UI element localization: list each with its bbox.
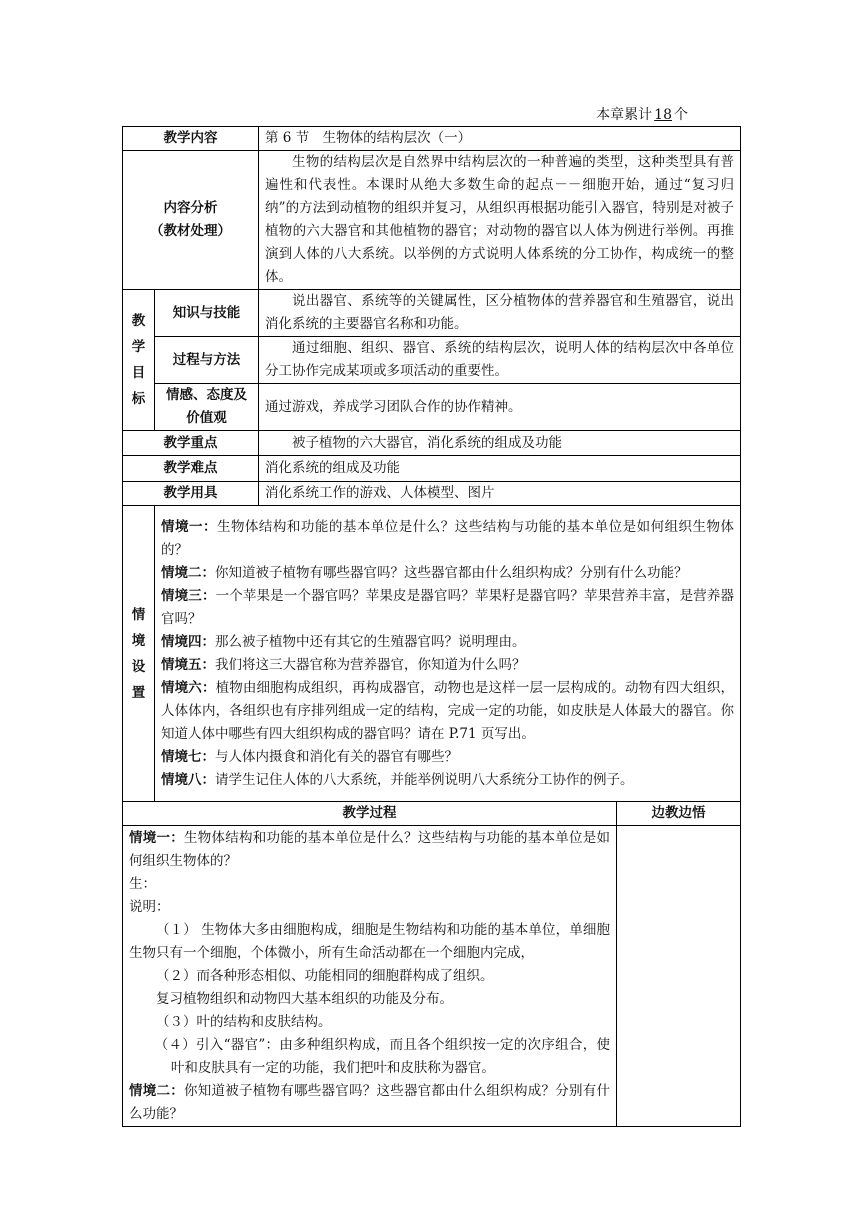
goals-label-char: 学 [131, 339, 146, 355]
difficulty-label: 教学难点 [123, 456, 259, 482]
emotion-label [155, 384, 259, 431]
goals-label-char: 教 [131, 313, 146, 329]
situations-label-char: 置 [131, 684, 146, 701]
situation-text: 请学生记住人体的八大系统，并能举例说明八大系统分工协作的例子。 [215, 771, 634, 788]
chapter-count-suffix: 个 [674, 107, 688, 123]
goals-label-char: 目 [131, 365, 146, 381]
key-point-text: 被子植物的六大器官，消化系统的组成及功能 [259, 431, 741, 456]
process-situation-title: 情境二： [129, 1083, 184, 1099]
process-header-right: 边教边悟 [617, 802, 741, 826]
goals-label-char: 标 [131, 391, 146, 407]
chapter-count [596, 104, 688, 124]
process-point-1: （１） 生物体大多由细胞构成，细胞是生物结构和功能的基本单位，单细胞生物只有一个细胞，个体微小，所有生命活动都在一个细胞内完成， [129, 922, 610, 961]
situations-label [123, 506, 155, 802]
analysis-text: 生物的结构层次是自然界中结构层次的一种普遍的类型，这种类型具有普遍性和代表性。本课时从绝大多数生命的起点－－细胞开始，通过“复习归纳”的方法到动植物的组织并复习，从组织再根据功能引入器官，特别是对被子植物的六大器官和其他植物的器官；对动物的器官以人体为例进行举例。再推演到人体的八大系统。以举例的方式说明人体系统的分工协作，构成统一的整体。 [259, 151, 741, 290]
key-point-label: 教学重点 [123, 431, 259, 456]
reflection-cell[interactable] [617, 826, 741, 1127]
situation-text: 与人体内摄食和消化有关的器官有哪些？ [215, 748, 458, 765]
content-label: 教学内容 [123, 127, 259, 151]
situation-item [161, 654, 734, 677]
tools-text: 消化系统工作的游戏、人体模型、图片 [259, 482, 741, 506]
process-point-4: （３）叶的结构和皮肤结构。 [156, 1014, 332, 1030]
situation-item [161, 585, 734, 631]
analysis-label-line2: （教材处理） [150, 223, 231, 239]
situations-list [155, 506, 741, 802]
situations-label-char: 境 [131, 632, 146, 649]
process-situation-1 [129, 827, 610, 873]
process-point-5: （４）引入“器官”：由多种组织构成，而且各个组织按一定的次序组合，使叶和皮肤具有一定的功能，我们把叶和皮肤称为器官。 [154, 1037, 610, 1076]
key-point-row [123, 431, 741, 456]
process-row [123, 826, 741, 1127]
situation-title: 情境六： [161, 679, 216, 696]
process-content [123, 826, 617, 1127]
goal-knowledge-row [123, 290, 741, 337]
chapter-count-number: 18 [654, 107, 672, 123]
situation-item [161, 516, 734, 562]
situation-title: 情境八： [161, 771, 215, 788]
process-method-text: 通过细胞、组织、器官、系统的结构层次，说明人体的结构层次中各单位分工协作完成某项或多项活动的重要性。 [259, 337, 741, 384]
process-header-left: 教学过程 [123, 802, 617, 826]
situation-item [161, 562, 734, 585]
analysis-label [123, 151, 259, 290]
knowledge-label: 知识与技能 [155, 290, 259, 337]
tools-row [123, 482, 741, 506]
content-value: 第 6 节 生物体的结构层次（一） [259, 127, 741, 151]
process-situation-text: 你知道被子植物有哪些器官吗？这些器官都由什么组织构成？分别有什么功能？ [129, 1083, 610, 1122]
situations-label-char: 情 [131, 606, 146, 623]
situation-item [161, 677, 734, 746]
situation-item [161, 769, 734, 792]
situation-text: 植物由细胞构成组织，再构成器官，动物也是这样一层一层构成的。动物有四大组织，人体体内，各组织也有序排列组成一定的结构，完成一定的功能，如皮肤是人体最大的器官。你知道人体中哪些有四大组织构成的器官吗？请在 P.71 页写出。 [161, 679, 735, 742]
situation-text: 生物体结构和功能的基本单位是什么？这些结构与功能的基本单位是如何组织生物体的？ [161, 518, 735, 558]
process-point-2: （２）而各种形态相似、功能相同的细胞群构成了组织。 [156, 968, 494, 984]
goals-label [123, 290, 155, 431]
situation-text: 你知道被子植物有哪些器官吗？这些器官都由什么组织构成？分别有什么功能？ [215, 564, 688, 581]
situation-item [161, 631, 734, 654]
situation-text: 一个苹果是一个器官吗？苹果皮是器官吗？苹果籽是器官吗？苹果营养丰富，是营养器官吗？ [161, 587, 735, 627]
situation-title: 情境七： [161, 748, 215, 765]
situations-label-char: 设 [131, 658, 146, 675]
chapter-count-prefix: 本章累计 [596, 107, 653, 123]
lesson-plan-table [122, 126, 741, 1127]
process-situation-title: 情境一： [129, 830, 184, 846]
situation-title: 情境三： [161, 587, 216, 604]
situation-title: 情境二： [161, 564, 215, 581]
difficulty-row [123, 456, 741, 482]
emotion-label-line1: 情感、态度及 [166, 387, 247, 403]
analysis-label-line1: 内容分析 [163, 200, 218, 216]
student-line: 生： [129, 876, 156, 892]
difficulty-text: 消化系统的组成及功能 [259, 456, 741, 482]
tools-label: 教学用具 [123, 482, 259, 506]
knowledge-text: 说出器官、系统等的关键属性，区分植物体的营养器官和生殖器官，说出消化系统的主要器官名称和功能。 [259, 290, 741, 337]
situations-row [123, 506, 741, 802]
emotion-label-line2: 价值观 [186, 410, 227, 426]
process-method-label: 过程与方法 [155, 337, 259, 384]
goal-process-row [123, 337, 741, 384]
situation-item [161, 746, 734, 769]
content-row [123, 127, 741, 151]
emotion-text: 通过游戏，养成学习团队合作的协作精神。 [259, 384, 741, 431]
process-situation-text: 生物体结构和功能的基本单位是什么？这些结构与功能的基本单位是如何组织生物体的？ [129, 830, 610, 869]
process-point-3: 复习植物组织和动物四大基本组织的功能及分布。 [156, 991, 453, 1007]
explain-line: 说明： [129, 899, 170, 915]
situation-title: 情境五： [161, 656, 215, 673]
goal-emotion-row [123, 384, 741, 431]
situation-title: 情境四： [161, 633, 215, 650]
situation-text: 我们将这三大器官称为营养器官，你知道为什么吗？ [215, 656, 526, 673]
situation-text: 那么被子植物中还有其它的生殖器官吗？说明理由。 [215, 633, 526, 650]
process-header-row [123, 802, 741, 826]
process-situation-2 [129, 1080, 610, 1126]
situation-title: 情境一： [161, 518, 217, 535]
analysis-row [123, 151, 741, 290]
